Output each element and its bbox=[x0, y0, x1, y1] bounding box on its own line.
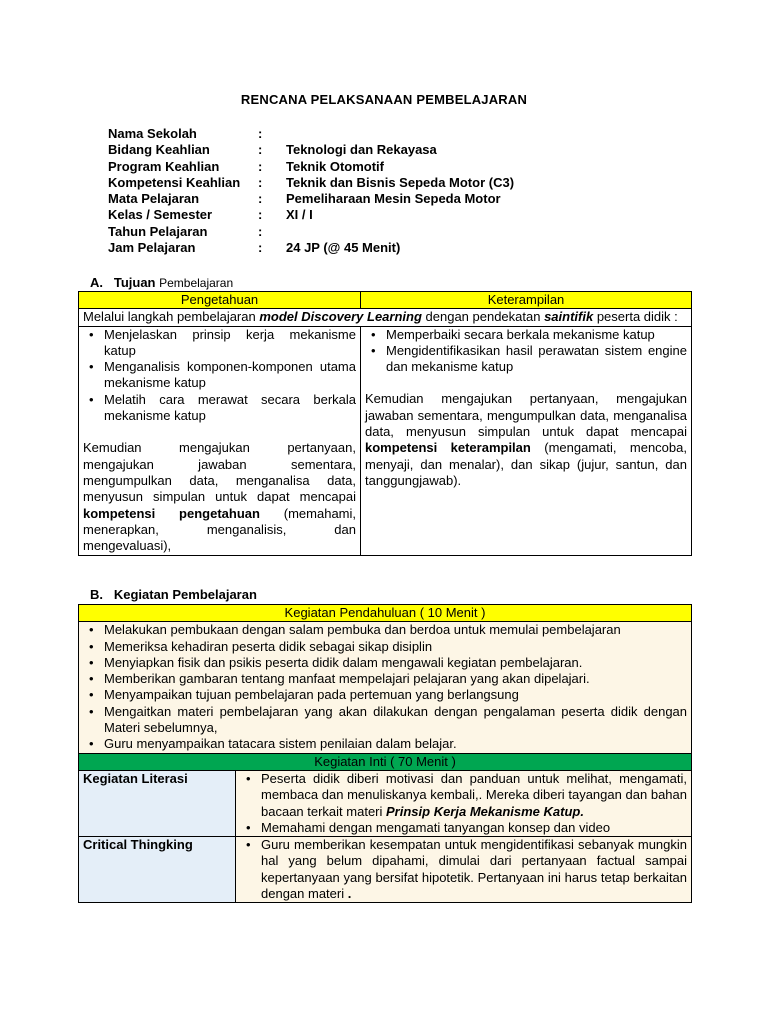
list-item: • Memperbaiki secara berkala mekanisme katup bbox=[386, 327, 687, 343]
identity-label: Tahun Pelajaran bbox=[108, 223, 208, 239]
identity-colon: : bbox=[258, 240, 263, 256]
identity-label: Jam Pelajaran bbox=[108, 240, 196, 256]
identity-value bbox=[286, 126, 514, 142]
list-item: • Guru memberikan kesempatan untuk mengidentifikasi sebanyak mungkin hal yang belum dipahami, dimulai dari pertanyaan factual sampai kepertanyaan yang bersifat hipotetik. Pertanyaan ini harus tetap berkaitan dengan materi . bbox=[261, 837, 687, 902]
identity-value: 24 JP (@ 45 Menit) bbox=[286, 240, 401, 256]
identity-row bbox=[108, 159, 514, 175]
identity-value: Teknik dan Bisnis Sepeda Motor (C3) bbox=[286, 174, 515, 190]
identity-label: Kelas / Semester bbox=[108, 207, 213, 223]
list-item: • Menjelaskan prinsip kerja mekanisme katup bbox=[104, 327, 356, 360]
literasi-label: Kegiatan Literasi bbox=[79, 770, 236, 836]
identity-colon: : bbox=[258, 174, 263, 190]
identity-colon: : bbox=[258, 223, 263, 239]
identity-colon: : bbox=[258, 158, 263, 174]
identity-value: Teknologi dan Rekayasa bbox=[286, 142, 437, 158]
identity-colon: : bbox=[258, 142, 263, 158]
pengetahuan-list bbox=[83, 327, 356, 425]
identity-value bbox=[286, 224, 514, 240]
literasi-list bbox=[240, 771, 687, 836]
identity-row bbox=[108, 175, 514, 191]
list-item: • Guru menyampaikan tatacara sistem penilaian dalam belajar. bbox=[104, 736, 687, 752]
header-pendahuluan: Kegiatan Pendahuluan ( 10 Menit ) bbox=[79, 605, 692, 622]
section-b-heading: B. Kegiatan Pembelajaran bbox=[90, 587, 257, 602]
identity-row bbox=[108, 240, 514, 256]
identity-value: Pemeliharaan Mesin Sepeda Motor bbox=[286, 191, 501, 207]
list-item: • Memahami dengan mengamati tanyangan konsep dan video bbox=[261, 820, 687, 836]
list-item: • Mengaitkan materi pembelajaran yang akan dilakukan dengan pengalaman peserta didik dengan Materi sebelumnya, bbox=[104, 704, 687, 737]
kegiatan-table bbox=[78, 604, 692, 903]
identity-colon: : bbox=[258, 207, 263, 223]
header-keterampilan: Keterampilan bbox=[361, 292, 692, 309]
identity-colon: : bbox=[258, 126, 263, 141]
tujuan-intro: Melalui langkah pembelajaran model Discovery Learning dengan pendekatan saintifik peserta didik : bbox=[79, 309, 692, 326]
critical-cell bbox=[236, 837, 692, 903]
identity-value: Teknik Otomotif bbox=[286, 158, 384, 174]
identity-row bbox=[108, 224, 514, 240]
critical-list bbox=[240, 837, 687, 902]
critical-label: Critical Thingking bbox=[79, 837, 236, 903]
list-item: • Mengidentifikasikan hasil perawatan sistem engine dan mekanisme katup bbox=[386, 343, 687, 376]
list-item: • Memeriksa kehadiran peserta didik sebagai sikap disiplin bbox=[104, 639, 687, 655]
keterampilan-list bbox=[365, 327, 687, 376]
list-item: • Menganalisis komponen-komponen utama mekanisme katup bbox=[104, 359, 356, 392]
identity-row bbox=[108, 207, 514, 223]
tujuan-table bbox=[78, 291, 692, 556]
pengetahuan-paragraph: Kemudian mengajukan pertanyaan, mengajukan jawaban sementara, mengumpulkan data, menganalisa data, menyusun simpulan untuk dapat mencapai kompetensi pengetahuan (memahami, menerapkan, menganalisis, dan mengevaluasi), bbox=[83, 440, 356, 554]
list-item: • Memberikan gambaran tentang manfaat mempelajari pelajaran yang akan dipelajari. bbox=[104, 671, 687, 687]
literasi-cell bbox=[236, 770, 692, 836]
identity-row bbox=[108, 142, 514, 158]
identity-label: Bidang Keahlian bbox=[108, 142, 210, 158]
list-item: • Menyampaikan tujuan pembelajaran pada pertemuan yang berlangsung bbox=[104, 687, 687, 703]
list-item: • Melatih cara merawat secara berkala mekanisme katup bbox=[104, 392, 356, 425]
keterampilan-paragraph: Kemudian mengajukan pertanyaan, mengajukan jawaban sementara, mengumpulkan data, menganalisa data, menyusun simpulan untuk dapat mencapai kompetensi keterampilan (mengamati, mencoba, menyaji, dan menalar), dan sikap (jujur, santun, dan tanggungjawab). bbox=[365, 391, 687, 488]
identity-label: Program Keahlian bbox=[108, 158, 220, 174]
identity-label: Kompetensi Keahlian bbox=[108, 174, 241, 190]
list-item: • Menyiapkan fisik dan psikis peserta didik dalam mengawali kegiatan pembelajaran. bbox=[104, 655, 687, 671]
section-a-heading: A. Tujuan Pembelajaran bbox=[90, 275, 234, 290]
identity-label: Mata Pelajaran bbox=[108, 191, 200, 207]
pengetahuan-cell bbox=[79, 326, 361, 555]
identity-table bbox=[108, 126, 514, 256]
keterampilan-cell bbox=[361, 326, 692, 555]
list-item: • Melakukan pembukaan dengan salam pembuka dan berdoa untuk memulai pembelajaran bbox=[104, 622, 687, 638]
pendahuluan-cell bbox=[79, 622, 692, 753]
header-pengetahuan: Pengetahuan bbox=[79, 292, 361, 309]
identity-colon: : bbox=[258, 191, 263, 207]
identity-row bbox=[108, 191, 514, 207]
list-item: • Peserta didik diberi motivasi dan panduan untuk melihat, mengamati, membaca dan menuliskanya kembali,. Mereka diberi tayangan dan bahan bacaan terkait materi Prinsip Kerja Mekanisme Katup. bbox=[261, 771, 687, 820]
identity-label: Nama Sekolah bbox=[108, 126, 197, 141]
identity-value: XI / I bbox=[286, 207, 313, 223]
document-title: RENCANA PELAKSANAAN PEMBELAJARAN bbox=[240, 92, 528, 107]
header-inti: Kegiatan Inti ( 70 Menit ) bbox=[79, 753, 692, 770]
pendahuluan-list bbox=[83, 622, 687, 752]
identity-row bbox=[108, 126, 514, 142]
